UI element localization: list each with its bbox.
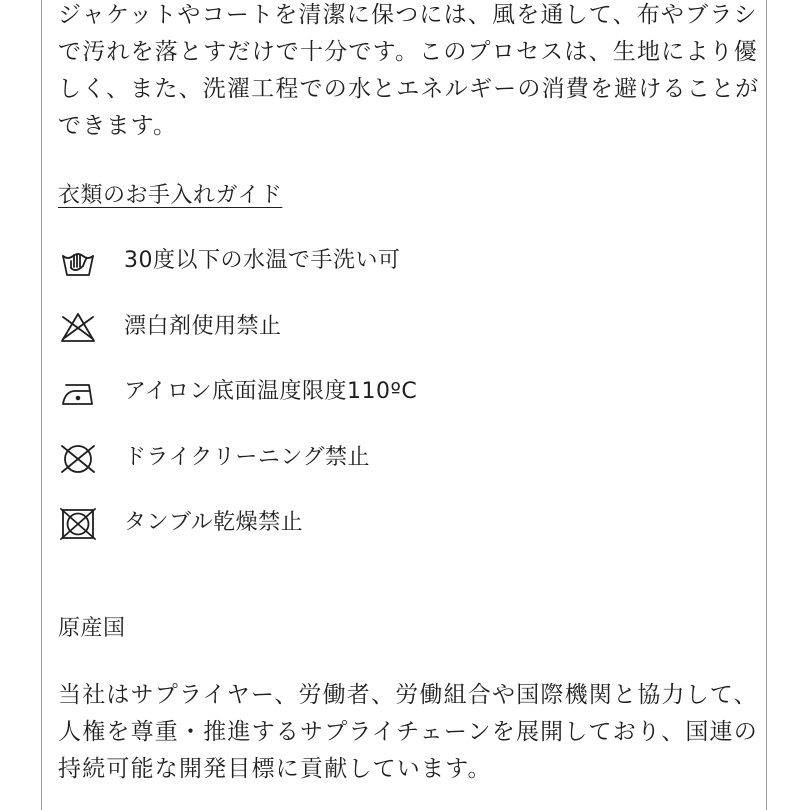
intro-line: で汚れを落とすだけで十分です。このプロセスは、生地により優 [58, 39, 758, 65]
origin-heading: 原産国 [58, 616, 126, 641]
care-item-iron [58, 373, 658, 413]
intro-paragraph [58, 0, 760, 145]
supply-chain-paragraph [58, 677, 758, 788]
hand-wash-icon [58, 242, 98, 282]
care-item-label: 30度以下の水温で手洗い可 [124, 248, 401, 273]
no-bleach-icon [58, 308, 98, 348]
supply-line: 持続可能な開発目標に貢献しています。 [58, 756, 492, 782]
care-item-label: タンブル乾燥禁止 [124, 510, 304, 535]
care-item-label: アイロン底面温度限度110ºC [124, 379, 418, 404]
intro-line: できます。 [58, 113, 178, 139]
no-dry-clean-icon [58, 439, 98, 479]
iron-low-icon [58, 373, 98, 413]
intro-line: ジャケットやコートを清潔に保つには、風を通して、布やブラシ [58, 2, 758, 28]
supply-line: 当社はサプライヤー、労働者、労働組合や国際機関と協力して、 [58, 682, 758, 708]
care-item-no-tumble-dry [58, 504, 658, 544]
care-item-hand-wash [58, 242, 658, 282]
care-guide-heading: 衣類のお手入れガイド [58, 183, 283, 208]
no-tumble-dry-icon [58, 504, 98, 544]
supply-line: 人権を尊重・推進するサプライチェーンを展開しており、国連の [58, 719, 758, 745]
intro-line: しく、また、洗濯工程での水とエネルギーの消費を避けることが [58, 76, 760, 102]
care-item-no-dry-clean [58, 439, 658, 479]
care-item-no-bleach [58, 308, 658, 348]
care-item-label: ドライクリーニング禁止 [124, 445, 370, 470]
care-item-label: 漂白剤使用禁止 [124, 314, 282, 339]
